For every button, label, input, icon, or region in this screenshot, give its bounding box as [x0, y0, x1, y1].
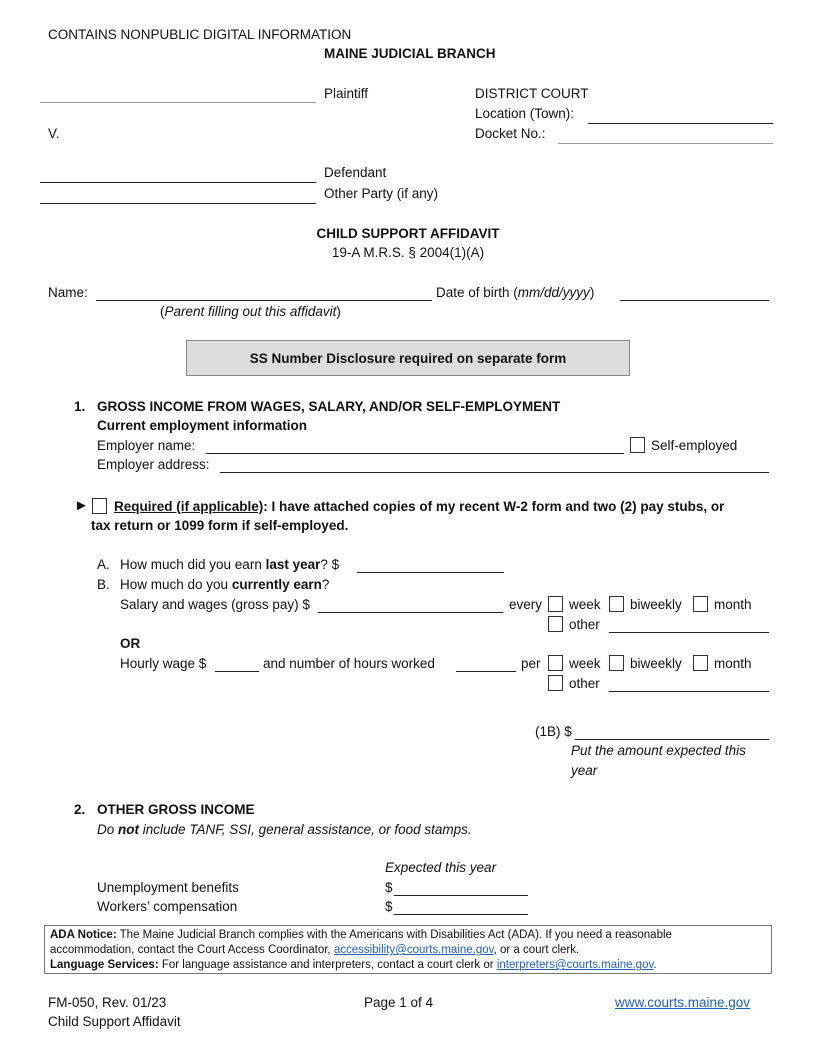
current-earn-question: How much do you currently earn? [120, 577, 330, 592]
month-label: month [714, 597, 752, 612]
section-number: 2. [74, 802, 86, 817]
salary-other-checkbox[interactable] [548, 616, 563, 632]
last-year-field[interactable] [357, 572, 504, 573]
employer-address-label: Employer address: [97, 457, 210, 472]
total-1b-label: (1B) $ [535, 724, 572, 739]
hourly-wage-field[interactable] [215, 671, 259, 672]
hourly-biweekly-checkbox[interactable] [609, 655, 624, 671]
branch-title: MAINE JUDICIAL BRANCH [324, 46, 496, 61]
employer-name-label: Employer name: [97, 438, 196, 453]
workers-comp-field[interactable] [394, 914, 528, 915]
accessibility-email-link[interactable]: accessibility@courts.maine.gov [333, 944, 494, 956]
item-a-label: A. [97, 557, 110, 572]
salary-other-field[interactable] [609, 632, 769, 633]
hourly-month-checkbox[interactable] [693, 655, 708, 671]
total-1b-field[interactable] [575, 739, 769, 740]
self-employed-checkbox[interactable] [630, 437, 645, 453]
employer-name-field[interactable] [206, 453, 624, 454]
defendant-label: Defendant [324, 165, 387, 180]
biweekly-label: biweekly [630, 656, 682, 671]
court-label: DISTRICT COURT [475, 86, 589, 101]
versus-label: V. [48, 126, 60, 141]
other-label: other [569, 676, 600, 691]
dob-field[interactable] [620, 300, 769, 301]
section-number: 1. [74, 399, 86, 414]
courts-website-link[interactable]: www.courts.maine.gov [615, 995, 751, 1010]
section1-heading: GROSS INCOME FROM WAGES, SALARY, AND/OR SELF-EMPLOYMENT [97, 399, 561, 414]
currency-symbol: $ [385, 899, 393, 914]
statute: 19-A M.R.S. § 2004(1)(A) [331, 245, 485, 260]
employer-address-field[interactable] [220, 472, 769, 473]
required-text: Required (if applicable): I have attached copies of my recent W-2 form and two (2) pay stubs, or [114, 499, 725, 514]
name-hint: (Parent filling out this affidavit) [160, 304, 341, 319]
plaintiff-label: Plaintiff [324, 86, 369, 101]
confidential-notice: CONTAINS NONPUBLIC DIGITAL INFORMATION [48, 27, 352, 42]
attached-docs-checkbox[interactable] [92, 498, 107, 514]
form-name: Child Support Affidavit [48, 1014, 181, 1029]
other-party-label: Other Party (if any) [324, 186, 439, 201]
page-number: Page 1 of 4 [364, 995, 434, 1010]
hourly-other-field[interactable] [609, 691, 769, 692]
salary-biweekly-checkbox[interactable] [609, 596, 624, 612]
hourly-label: Hourly wage $ [120, 656, 207, 671]
unemployment-label: Unemployment benefits [97, 880, 239, 895]
ss-notice-box: SS Number Disclosure required on separate form [186, 340, 630, 376]
defendant-field[interactable] [40, 182, 316, 183]
hourly-week-checkbox[interactable] [548, 655, 563, 671]
week-label: week [569, 597, 601, 612]
section1-subheading: Current employment information [97, 418, 308, 433]
total-hint: Put the amount expected this [571, 743, 746, 758]
biweekly-label: biweekly [630, 597, 682, 612]
docket-label: Docket No.: [475, 126, 546, 141]
salary-month-checkbox[interactable] [693, 596, 708, 612]
section2-note: Do not include TANF, SSI, general assistance, or food stamps. [97, 822, 472, 837]
total-hint-2: year [571, 763, 598, 778]
month-label: month [714, 656, 752, 671]
every-label: every [509, 597, 543, 612]
hourly-other-checkbox[interactable] [548, 675, 563, 691]
last-year-question: How much did you earn last year? $ [120, 557, 340, 572]
other-party-field[interactable] [40, 203, 316, 204]
arrow-icon: ► [74, 497, 89, 514]
salary-field[interactable] [318, 612, 503, 613]
location-field[interactable] [588, 123, 773, 124]
form-title: CHILD SUPPORT AFFIDAVIT [316, 226, 500, 241]
section2-heading: OTHER GROSS INCOME [97, 802, 255, 817]
self-employed-label: Self-employed [651, 438, 738, 453]
form-number: FM-050, Rev. 01/23 [48, 995, 167, 1010]
currency-symbol: $ [385, 880, 393, 895]
or-label: OR [120, 636, 141, 651]
required-text-2: tax return or 1099 form if self-employed. [91, 518, 349, 533]
per-label: per [521, 656, 541, 671]
expected-column-header: Expected this year [385, 860, 497, 875]
interpreters-email-link[interactable]: interpreters@courts.maine.gov [496, 959, 654, 971]
plaintiff-field[interactable] [40, 102, 316, 103]
other-label: other [569, 617, 600, 632]
salary-label: Salary and wages (gross pay) $ [120, 597, 310, 612]
salary-week-checkbox[interactable] [548, 596, 563, 612]
docket-field[interactable] [558, 143, 773, 144]
dob-label: Date of birth (mm/dd/yyyy) [436, 285, 595, 300]
name-field[interactable] [96, 300, 432, 301]
workers-comp-label: Workers’ compensation [97, 899, 238, 914]
hours-label: and number of hours worked [263, 656, 435, 671]
week-label: week [569, 656, 601, 671]
location-label: Location (Town): [475, 106, 575, 121]
name-label: Name: [48, 285, 88, 300]
item-b-label: B. [97, 577, 110, 592]
unemployment-field[interactable] [394, 895, 528, 896]
ada-notice-box: ADA Notice: The Maine Judicial Branch complies with the Americans with Disabilities Act (ADA). If you need a reasonable accommodation, contact the Court Access Coordinator, accessibility@courts.maine.gov, or a court clerk. Language Services: For language assistance and interpreters, contact a court clerk or interpreters@courts.maine.gov. [44, 925, 772, 974]
hours-field[interactable] [456, 671, 516, 672]
